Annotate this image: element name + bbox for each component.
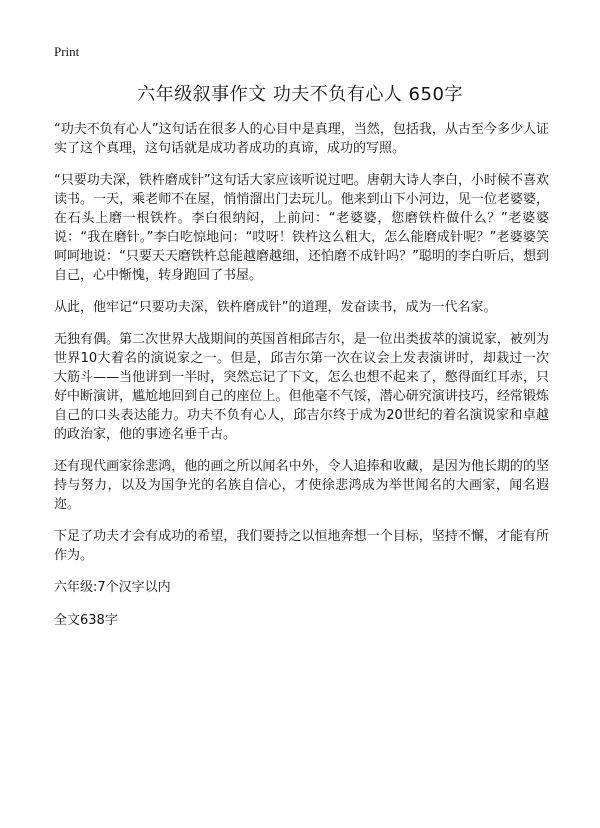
article-paragraph: 无独有偶。第二次世界大战期间的英国首相邱吉尔，是一位出类拔萃的演说家，被列为世界10大着名的演说家之一。但是，邱吉尔第一次在议会上发表演讲时，却栽过一次大筋斗——当他讲到一半时，突然忘记了下文，怎么也想不起来了，憋得面红耳赤，只好中断演讲，尴尬地回到自己的座位上。但他毫不气馁，潜心研究演讲技巧，经常锻炼自己的口头表达能力。功夫不负有心人，邱吉尔终于成为20世纪的着名演说家和卓越的政治家，他的事迹名垂千古。 — [54, 332, 549, 442]
article-paragraph: “功夫不负有心人”这句话在很多人的心目中是真理，当然，包括我，从古至今多少人证实了这个真理，这句话就是成功者成功的真谛，成功的写照。 — [54, 122, 549, 156]
print-link[interactable]: Print — [54, 44, 80, 59]
article-paragraph: 还有现代画家徐悲鸿，他的画之所以闻名中外，令人追捧和收藏，是因为他长期的的坚持与努力，以及为国争光的名族自信心，才使徐悲鸿成为举世闻名的大画家，闻名遐迩。 — [54, 459, 549, 512]
word-count: 全文638字 — [54, 613, 118, 628]
article-meta — [54, 578, 549, 630]
article-title: 六年级叙事作文 功夫不负有心人 650字 — [137, 84, 463, 105]
article-paragraph: “只要功夫深，铁杵磨成针”这句话大家应该听说过吧。唐朝大诗人李白，小时候不喜欢读书。一天，乘老师不在屋，悄悄溜出门去玩儿。他来到山下小河边，见一位老婆婆，在石头上磨一根铁杵。李白很纳闷，上前问：“老婆婆，您磨铁杵做什么？”老婆婆说：“我在磨针。”李白吃惊地问：“哎呀！铁杵这么粗大，怎么能磨成针呢？”老婆婆笑呵呵地说：“只要天天磨铁杵总能越磨越细，还怕磨不成针吗？”聪明的李白听后，想到自己，心中惭愧，转身跑回了书屋。 — [54, 173, 549, 283]
article-body — [54, 120, 549, 644]
grade-note: 六年级:7个汉字以内 — [54, 580, 171, 595]
article-paragraph: 从此，他牢记“只要功夫深，铁杵磨成针”的道理，发奋读书，成为一代名家。 — [54, 300, 497, 315]
article-paragraph: 下足了功夫才会有成功的希望，我们要持之以恒地奔想一个目标，坚持不懈，才能有所作为。 — [54, 529, 549, 563]
